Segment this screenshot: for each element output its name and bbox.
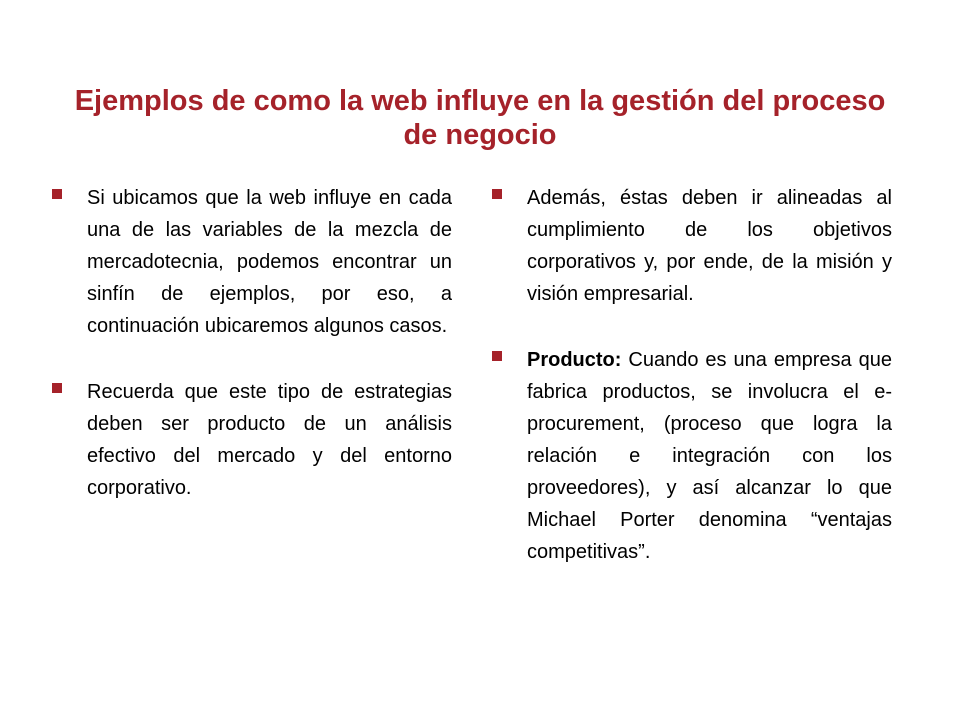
bullet-item bbox=[492, 182, 892, 310]
square-bullet-icon bbox=[52, 189, 62, 199]
bullet-text: Recuerda que este tipo de estrategias deben ser producto de un análisis efectivo del mercado y del entorno corporativo. bbox=[87, 381, 452, 499]
bullet-item bbox=[52, 182, 452, 342]
right-column bbox=[492, 182, 892, 602]
slide-title: Ejemplos de como la web influye en la gestión del proceso de negocio bbox=[74, 85, 886, 151]
bullet-item bbox=[492, 344, 892, 568]
square-bullet-icon bbox=[52, 383, 62, 393]
square-bullet-icon bbox=[492, 351, 502, 361]
bullet-item bbox=[52, 376, 452, 504]
bullet-lead-label: Producto: bbox=[527, 349, 622, 371]
bullet-text: Si ubicamos que la web influye en cada una de las variables de la mezcla de mercadotecnia, podemos encontrar un sinfín de ejemplos, por eso, a continuación ubicaremos algunos casos. bbox=[87, 187, 452, 337]
bullet-text: Además, éstas deben ir alineadas al cumplimiento de los objetivos corporativos y, por ende, de la misión y visión empresarial. bbox=[527, 187, 892, 305]
bullet-text: Cuando es una empresa que fabrica productos, se involucra el e-procurement, (proceso que logra la relación e integración con los proveedores), y así alcanzar lo que Michael Porter denomina “ventajas competitivas”. bbox=[527, 349, 892, 563]
square-bullet-icon bbox=[492, 189, 502, 199]
left-column bbox=[52, 182, 452, 538]
